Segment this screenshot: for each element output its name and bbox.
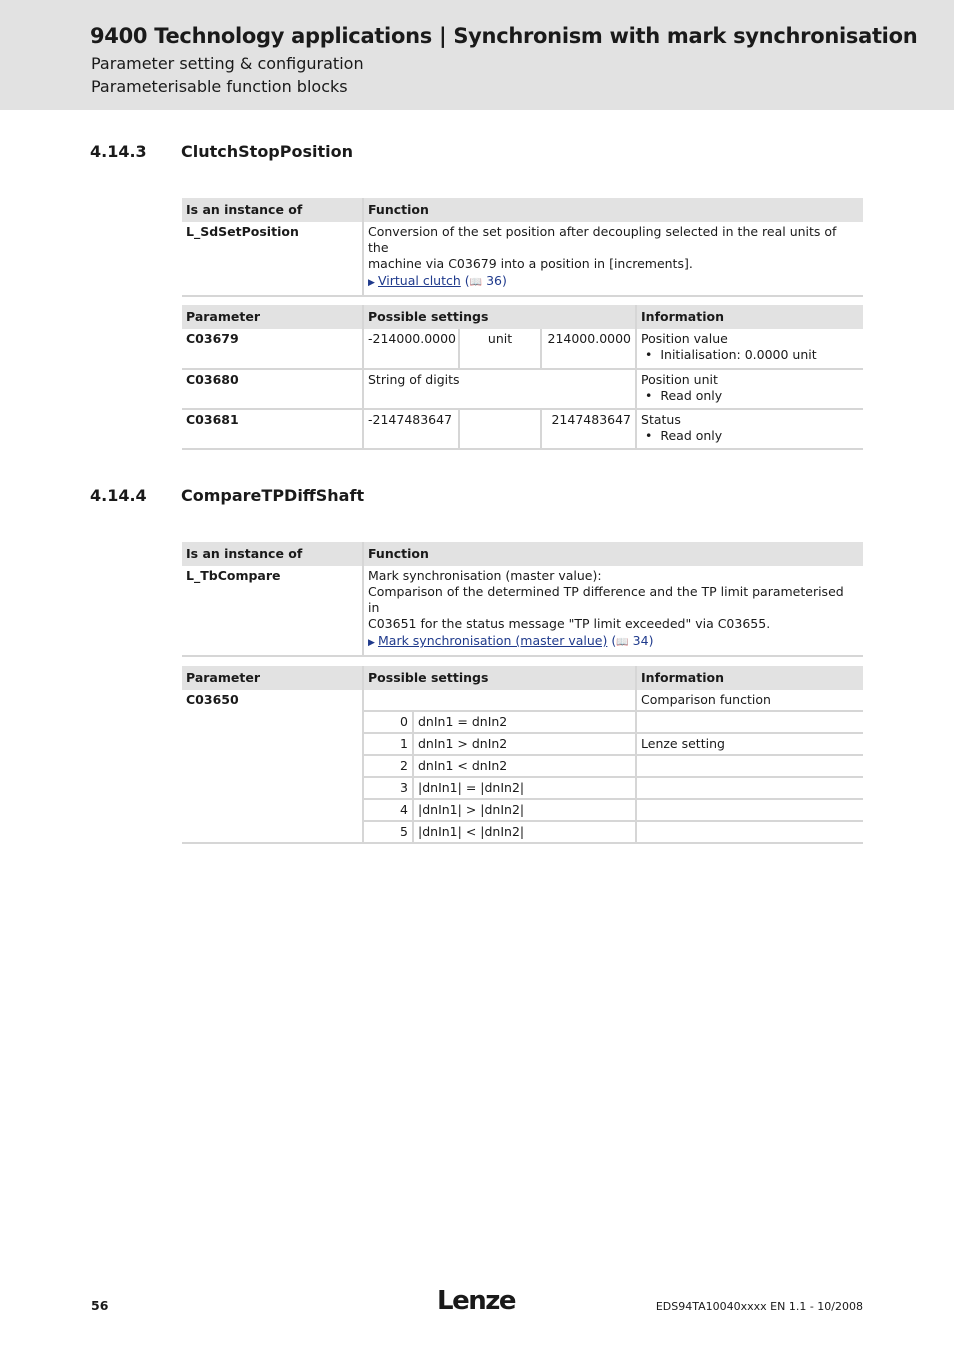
column-header-settings: Possible settings [363, 666, 636, 690]
info-cell [636, 409, 863, 449]
table-row [182, 329, 863, 369]
page-reference[interactable] [611, 633, 653, 648]
parameter-table-clutchstopposition [182, 305, 863, 450]
function-line: Conversion of the set position after decoupling selected in the real units of the [368, 224, 837, 255]
option-label: |dnIn1| > |dnIn2| [413, 799, 636, 821]
section-title: ClutchStopPosition [181, 142, 353, 161]
info-title: Position value [641, 331, 728, 346]
option-label: dnIn1 > dnIn2 [413, 733, 636, 755]
function-line: machine via C03679 into a position in [increments]. [368, 256, 693, 271]
option-label: dnIn1 < dnIn2 [413, 755, 636, 777]
table-row [182, 369, 863, 409]
cross-reference [368, 273, 859, 291]
parameter-code: C03650 [182, 690, 363, 843]
link-mark-synchronisation[interactable]: Mark synchronisation (master value) [378, 633, 608, 648]
lenze-logo: Lenze [437, 1286, 515, 1316]
info-cell [636, 369, 863, 409]
max-value: 2147483647 [541, 409, 636, 449]
option-info [636, 821, 863, 843]
unit-value [459, 409, 541, 449]
min-value: -214000.0000 [363, 329, 459, 369]
function-description [363, 566, 863, 656]
ref-paren: ( [464, 273, 470, 288]
column-header-settings: Possible settings [363, 305, 636, 329]
section-number: 4.14.3 [90, 142, 147, 161]
info-title: Position unit [641, 372, 718, 387]
setting-value: String of digits [363, 369, 636, 409]
info-bullet: • Read only [645, 388, 723, 403]
option-info [636, 711, 863, 733]
bullet-text: Read only [660, 428, 723, 443]
table-row [182, 690, 863, 711]
min-value: -2147483647 [363, 409, 459, 449]
section-heading-clutchstopposition [90, 142, 353, 161]
ref-page: 36) [482, 273, 507, 288]
info-bullet: • Read only [645, 428, 723, 443]
info-cell [636, 329, 863, 369]
info-title: Status [641, 412, 681, 427]
column-header-parameter: Parameter [182, 305, 363, 329]
triangle-right-icon: ▶ [368, 638, 375, 648]
ref-page: 34) [628, 633, 654, 648]
unit-value: unit [459, 329, 541, 369]
book-icon: 📖 [616, 637, 629, 648]
option-label: dnIn1 = dnIn2 [413, 711, 636, 733]
column-header-function: Function [363, 542, 863, 566]
book-icon: 📖 [469, 277, 483, 288]
option-info [636, 777, 863, 799]
column-header-parameter: Parameter [182, 666, 363, 690]
instance-name: L_TbCompare [182, 566, 363, 656]
link-virtual-clutch[interactable]: Virtual clutch [378, 273, 461, 288]
parameter-code: C03680 [182, 369, 363, 409]
option-label: |dnIn1| < |dnIn2| [413, 821, 636, 843]
option-value: 2 [363, 755, 413, 777]
instance-table-comparetpdiffshaft [182, 542, 863, 657]
page-header [0, 0, 954, 110]
instance-table-clutchstopposition [182, 198, 863, 297]
option-info [636, 755, 863, 777]
section-title: CompareTPDiffShaft [181, 486, 365, 505]
setting-blank [363, 690, 636, 711]
section-number: 4.14.4 [90, 486, 147, 505]
parameter-table-comparetpdiffshaft [182, 666, 863, 844]
page-reference[interactable] [465, 273, 507, 288]
instance-name: L_SdSetPosition [182, 222, 363, 296]
bullet-text: Read only [660, 388, 723, 403]
table-row [182, 409, 863, 449]
option-value: 0 [363, 711, 413, 733]
option-info: Lenze setting [636, 733, 863, 755]
triangle-right-icon: ▶ [368, 278, 375, 288]
cross-reference [368, 633, 859, 651]
option-value: 1 [363, 733, 413, 755]
parameter-code: C03681 [182, 409, 363, 449]
document-title: 9400 Technology applications | Synchronism with mark synchronisation [90, 24, 918, 48]
parameter-code: C03679 [182, 329, 363, 369]
function-line: Mark synchronisation (master value): [368, 568, 602, 583]
function-description [363, 222, 863, 296]
column-header-instance: Is an instance of [182, 198, 363, 222]
section-heading-comparetpdiffshaft [90, 486, 364, 505]
column-header-instance: Is an instance of [182, 542, 363, 566]
page-number: 56 [91, 1298, 109, 1313]
ref-paren: ( [611, 633, 617, 648]
option-value: 4 [363, 799, 413, 821]
info-title: Comparison function [636, 690, 863, 711]
max-value: 214000.0000 [541, 329, 636, 369]
info-bullet: • Initialisation: 0.0000 unit [645, 347, 817, 362]
function-line: Comparison of the determined TP difference and the TP limit parameterised in [368, 584, 844, 615]
option-value: 3 [363, 777, 413, 799]
option-info [636, 799, 863, 821]
option-value: 5 [363, 821, 413, 843]
function-line: C03651 for the status message "TP limit exceeded" via C03655. [368, 616, 771, 631]
bullet-text: Initialisation: 0.0000 unit [660, 347, 817, 362]
chapter-title: Parameter setting & configuration [91, 54, 364, 73]
subchapter-title: Parameterisable function blocks [91, 77, 348, 96]
document-id: EDS94TA10040xxxx EN 1.1 - 10/2008 [655, 1300, 863, 1313]
column-header-function: Function [363, 198, 863, 222]
option-label: |dnIn1| = |dnIn2| [413, 777, 636, 799]
column-header-information: Information [636, 666, 863, 690]
column-header-information: Information [636, 305, 863, 329]
